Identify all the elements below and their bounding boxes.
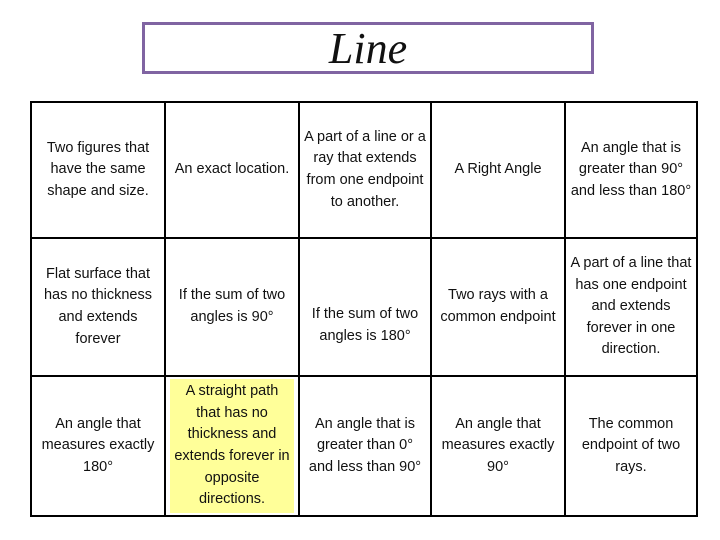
cell-text: An angle that measures exactly 180° <box>41 415 155 475</box>
cell-text: Flat surface that has no thickness and extends forever <box>43 265 152 347</box>
grid-cell-r2-c4[interactable] <box>431 238 565 376</box>
grid-cell-r3-c2[interactable] <box>165 376 299 516</box>
grid-cell-r3-c1[interactable] <box>31 376 165 516</box>
cell-text: A part of a line or a ray that extends from one endpoint to another. <box>304 128 426 210</box>
grid-cell-r3-c4[interactable] <box>431 376 565 516</box>
grid-cell-r3-c3[interactable] <box>299 376 431 516</box>
cell-text: An exact location. <box>174 161 290 178</box>
grid-row-1 <box>31 102 697 238</box>
grid-cell-r1-c3[interactable] <box>299 102 431 238</box>
grid-cell-r2-c3[interactable] <box>299 238 431 376</box>
grid-cell-r2-c2[interactable] <box>165 238 299 376</box>
grid-cell-r1-c2[interactable] <box>165 102 299 238</box>
cell-text: Two figures that have the same shape and size. <box>46 139 150 199</box>
page-title: Line <box>328 24 408 73</box>
grid-cell-r2-c1[interactable] <box>31 238 165 376</box>
grid-row-3 <box>31 376 697 516</box>
cell-text: An angle that measures exactly 90° <box>441 415 555 475</box>
cell-text: A part of a line that has one endpoint and extends forever in one direction. <box>570 255 692 358</box>
grid-cell-r2-c5[interactable] <box>565 238 697 376</box>
cell-text: The common endpoint of two rays. <box>581 415 681 475</box>
cell-text: Two rays with a common endpoint <box>440 287 556 325</box>
cell-text: If the sum of two angles is 90° <box>178 287 286 325</box>
vocabulary-grid <box>30 101 698 517</box>
grid-cell-r1-c1[interactable] <box>31 102 165 238</box>
cell-text: If the sum of two angles is 180° <box>311 306 419 344</box>
cell-text: A Right Angle <box>454 161 542 178</box>
grid-cell-r1-c5[interactable] <box>565 102 697 238</box>
grid-row-2 <box>31 238 697 376</box>
grid-cell-r1-c4[interactable] <box>431 102 565 238</box>
cell-text: An angle that is greater than 0° and less than 90° <box>308 415 422 475</box>
cell-text: An angle that is greater than 90° and less than 180° <box>570 139 692 199</box>
title-box <box>142 22 594 74</box>
highlighted-cell-text: A straight path that has no thickness and extends forever in opposite directions. <box>170 379 294 513</box>
grid-cell-r3-c5[interactable] <box>565 376 697 516</box>
